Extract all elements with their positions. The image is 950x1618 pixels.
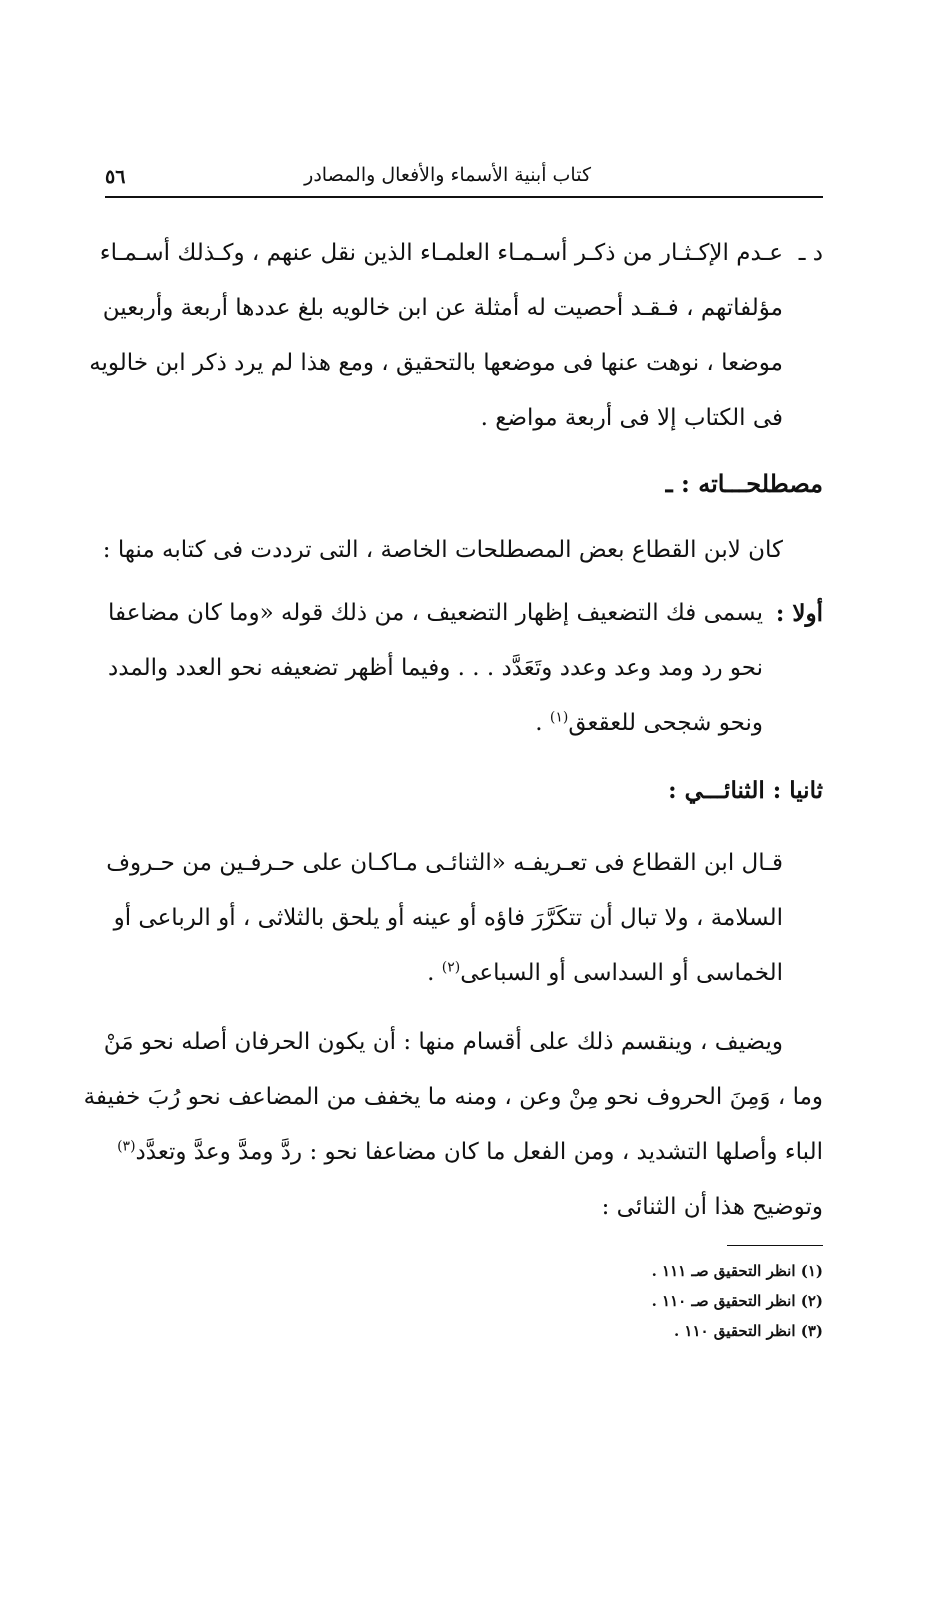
text-line: قـال ابن القطاع فى تعـريفـه «الثنائـى مـاكـان على حـرفـين من حـروف xyxy=(106,850,783,876)
text-line: وتوضيح هذا أن الثنائى : xyxy=(601,1194,823,1220)
footnote-1: (١) انظر التحقيق صـ ١١١ . xyxy=(651,1262,823,1280)
header-title: كتاب أبنية الأسماء والأفعال والمصادر xyxy=(304,164,591,186)
text-line: كان لابن القطاع بعض المصطلحات الخاصة ، التى ترددت فى كتابه منها : xyxy=(102,537,783,563)
text-fragment: الخماسى أو السداسى أو السباعى xyxy=(460,960,783,986)
text-line: عـدم الإكـثـار من ذكـر أسـمـاء العلمـاء الذين نقل عنهم ، وكـذلك أسـمـاء xyxy=(99,240,783,266)
footnote-3: (٣) انظر التحقيق ١١٠ . xyxy=(673,1322,823,1340)
item-d-first-line xyxy=(99,226,823,281)
footnote-divider xyxy=(727,1245,823,1246)
text-line xyxy=(105,696,763,751)
footnote-2: (٢) انظر التحقيق صـ ١١٠ . xyxy=(651,1292,823,1310)
text-fragment: ونحو شجحى للعقعق xyxy=(568,710,763,736)
footnote-ref-2: (٢) xyxy=(441,959,461,976)
text-line: يسمى فك التضعيف إظهار التضعيف ، من ذلك قوله «وما كان مضاعفا xyxy=(108,600,763,626)
text-fragment: . xyxy=(427,960,442,986)
intro-paragraph xyxy=(102,523,823,578)
text-fragment: . xyxy=(535,710,550,736)
first-term-first-line xyxy=(105,586,823,641)
text-line: فى الكتاب إلا فى أربعة مواضع . xyxy=(480,405,783,431)
item-d-paragraph xyxy=(89,226,823,446)
second-term-heading: ثانيا : الثنائـــي : xyxy=(668,777,823,804)
footnote-ref-3: (٣) xyxy=(117,1138,136,1155)
footnotes xyxy=(105,1245,823,1346)
text-line: السلامة ، ولا تبال أن تتكَرَّرَ فاؤه أو عينه أو يلحق بالثلاثى ، أو الرباعى أو xyxy=(113,905,783,931)
page xyxy=(83,150,823,1235)
text-line: موضعا ، نوهت عنها فى موضعها بالتحقيق ، ومع هذا لم يرد ذكر ابن خالويه xyxy=(89,350,783,376)
text-line: ويضيف ، وينقسم ذلك على أقسام منها : أن يكون الحرفان أصله نحو مَنْ xyxy=(103,1029,783,1055)
text-fragment: الباء وأصلها التشديد ، ومن الفعل ما كان مضاعفا نحو : ردَّ ومدَّ وعدَّ وتعدَّد xyxy=(135,1139,823,1165)
footnote-ref-1: (١) xyxy=(549,709,569,726)
text-line: مؤلفاتهم ، فـقـد أحصيت له أمثلة عن ابن خالويه بلغ عددها أربعة وأربعين xyxy=(102,295,783,321)
item-d-marker: د ـ xyxy=(798,240,823,266)
section-heading: مصطلحـــاته : ـ xyxy=(665,469,823,498)
running-header xyxy=(105,150,823,198)
third-paragraph xyxy=(83,1015,823,1235)
text-line xyxy=(105,1125,823,1180)
page-number: ٥٦ xyxy=(105,166,126,188)
first-term-paragraph xyxy=(105,586,823,751)
text-line xyxy=(105,946,783,1001)
first-term-marker: أولا : xyxy=(775,600,823,627)
second-term-paragraph xyxy=(105,836,823,1001)
text-line: نحو رد ومد وعد وعدد وتَعَدَّد . . . وفيما أظهر تضعيفه نحو العدد والمدد xyxy=(108,655,763,681)
text-line: وما ، وَمِنَ الحروف نحو مِنْ وعن ، ومنه ما يخفف من المضاعف نحو رُبَ خفيفة xyxy=(83,1084,823,1110)
